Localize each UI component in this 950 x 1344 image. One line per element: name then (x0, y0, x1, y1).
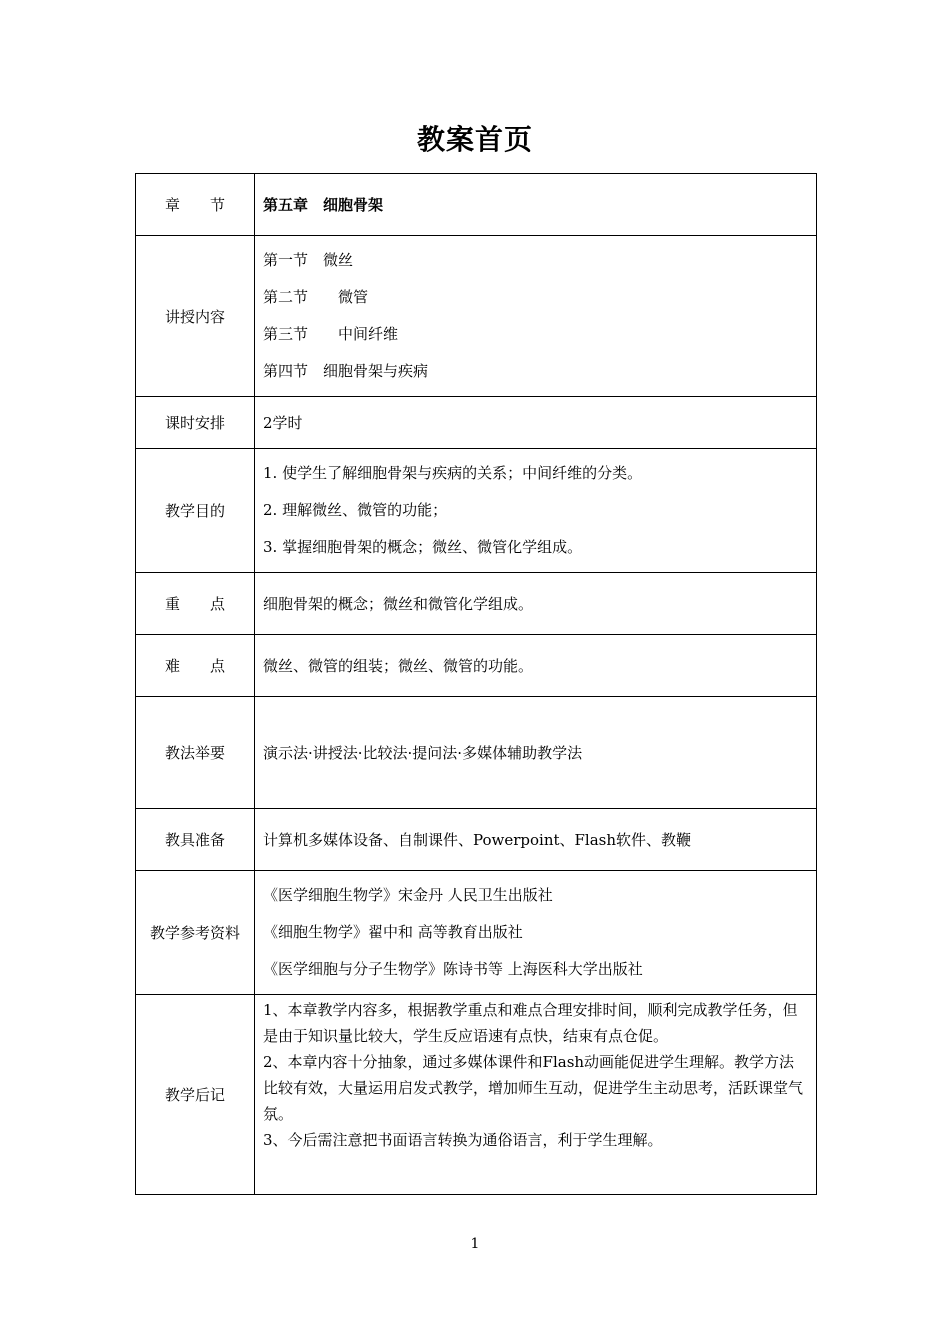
content-cell (255, 236, 817, 397)
note-paragraph: 3、今后需注意把书面语言转换为通俗语言，利于学生理解。 (263, 1131, 663, 1149)
goals-cell (255, 449, 817, 573)
row-references (136, 871, 817, 995)
goal-item: 2. 理解微丝、微管的功能； (263, 501, 448, 519)
difficulties-value: 微丝、微管的组装；微丝、微管的功能。 (255, 635, 817, 697)
key-points-label: 重 点 (136, 573, 255, 635)
references-label: 教学参考资料 (136, 871, 255, 995)
reference-item: 《细胞生物学》翟中和 高等教育出版社 (263, 923, 523, 941)
chapter-value: 第五章 细胞骨架 (255, 174, 817, 236)
difficulties-label: 难 点 (136, 635, 255, 697)
row-chapter (136, 174, 817, 236)
row-tools (136, 809, 817, 871)
tools-value: 计算机多媒体设备、自制课件、Powerpoint、Flash软件、教鞭 (255, 809, 817, 871)
hours-label: 课时安排 (136, 397, 255, 449)
key-points-value: 细胞骨架的概念；微丝和微管化学组成。 (255, 573, 817, 635)
page-title: 教案首页 (416, 123, 533, 156)
reference-item: 《医学细胞生物学》宋金丹 人民卫生出版社 (263, 886, 553, 904)
tools-label: 教具准备 (136, 809, 255, 871)
content-line: 第二节 微管 (263, 288, 369, 306)
notes-cell (255, 995, 817, 1195)
methods-label: 教法举要 (136, 697, 255, 809)
row-hours (136, 397, 817, 449)
row-content (136, 236, 817, 397)
methods-value: 演示法·讲授法·比较法·提问法·多媒体辅助教学法 (255, 697, 817, 809)
hours-value: 2学时 (255, 397, 817, 449)
chapter-label: 章 节 (136, 174, 255, 236)
row-notes (136, 995, 817, 1195)
content-line: 第三节 中间纤维 (263, 325, 399, 343)
goal-item: 3. 掌握细胞骨架的概念；微丝、微管化学组成。 (263, 538, 583, 556)
notes-label: 教学后记 (136, 995, 255, 1195)
note-paragraph: 2、本章内容十分抽象，通过多媒体课件和Flash动画能促进学生理解。教学方法比较有效，大量运用启发式教学，增加师生互动，促进学生主动思考，活跃课堂气氛。 (263, 1053, 804, 1123)
page-number: 1 (470, 1236, 480, 1252)
content-line: 第一节 微丝 (263, 251, 354, 269)
reference-item: 《医学细胞与分子生物学》陈诗书等 上海医科大学出版社 (263, 960, 643, 978)
goal-item: 1. 使学生了解细胞骨架与疾病的关系；中间纤维的分类。 (263, 464, 643, 482)
row-methods (136, 697, 817, 809)
row-difficulties (136, 635, 817, 697)
note-paragraph: 1、本章教学内容多，根据教学重点和难点合理安排时间，顺利完成教学任务，但是由于知识量比较大，学生反应语速有点快，结束有点仓促。 (263, 1001, 798, 1045)
lesson-plan-table (135, 173, 817, 1195)
row-key-points (136, 573, 817, 635)
goals-label: 教学目的 (136, 449, 255, 573)
content-label: 讲授内容 (136, 236, 255, 397)
row-goals (136, 449, 817, 573)
content-line: 第四节 细胞骨架与疾病 (263, 362, 429, 380)
references-cell (255, 871, 817, 995)
